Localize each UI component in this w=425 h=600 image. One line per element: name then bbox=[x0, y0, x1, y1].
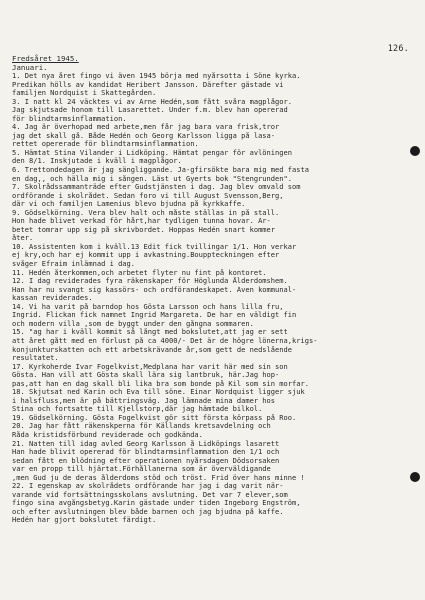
diary-line: varande vid fortsättningsskolans avslutning. Det var 7 elever,som bbox=[12, 490, 288, 499]
diary-line: ej kry,och har ej kommit upp i avkastning.Bouppteckningen efter bbox=[12, 251, 280, 260]
diary-line: svåger Efraim inlämnad i dag. bbox=[12, 260, 136, 269]
document-title: Fredsåret 1945. bbox=[12, 54, 79, 63]
diary-line: en dag,, och hälla mig i sången. Läst ut Gyerts bok "Stengrunden". bbox=[12, 174, 293, 183]
diary-line: 3. I natt kl 24 väcktes vi av Arne Hedén,som fått svåra magplågor. bbox=[12, 97, 293, 106]
diary-line: rettet opererade för blindtarmsinflammation. bbox=[12, 140, 199, 149]
diary-line: 19. Gödselkörning. Gösta Fogelkvist gör sitt första körpass på Roo. bbox=[12, 413, 297, 422]
diary-line: Ingrid. Flickan fick namnet Ingrid Margareta. De har en väldigt fin bbox=[12, 311, 297, 320]
diary-line: för blindtarmsinflammation. bbox=[12, 114, 127, 123]
diary-line: familjen Nordquist i Skattegården. bbox=[12, 89, 157, 98]
document-header bbox=[12, 54, 79, 72]
diary-line: 20. Jag har fått räkenskperna för Källands kretsavdelning och bbox=[12, 422, 271, 431]
diary-line: att året gått med en förlust på ca 4000/- Det är de högre lönerna,krigs- bbox=[12, 336, 318, 345]
diary-line: Hedén har gjort bokslutet färdigt. bbox=[12, 516, 157, 525]
diary-line: Hon hade blivet verkad för hårt,har tydligen tunna hovar. Ar- bbox=[12, 217, 271, 226]
diary-line: 10. Assistenten kom i kväll.13 Edit fick tvillingar 1/1. Hon verkar bbox=[12, 242, 297, 251]
diary-line: resultatet. bbox=[12, 354, 59, 363]
diary-line: 6. Trettondedagen är jag sängliggande. Ja-gfirsökte bara mig med fasta bbox=[12, 166, 309, 175]
diary-line: Gösta. Han vill att Gösta skall lära sig lantbruk, här.Jag hop- bbox=[12, 371, 280, 380]
diary-line: var en propp till hjärtat.Förhållanerna som är överväldigande bbox=[12, 465, 271, 474]
diary-line: 21. Natten till idag avled Georg Karlsson å Lidköpings lasarett bbox=[12, 439, 280, 448]
diary-line: Han har nu svangt sig kassörs- och ordförandeskapet. Även kommunal- bbox=[12, 285, 297, 294]
diary-line: kassan reviderades. bbox=[12, 294, 93, 303]
diary-line: Jag skjutsade honom till Lasarettet. Under f.m. blev han opererad bbox=[12, 106, 288, 115]
diary-line: 12. I dag reviderades fyra räkenskaper för Höglunda Ålderdomshem. bbox=[12, 277, 288, 286]
diary-line: fingo sina avgångsbetyg.Karin gästade under tiden Ingeborg Engström, bbox=[12, 499, 301, 508]
diary-body bbox=[12, 72, 412, 525]
diary-line: sedan fått en blödning efter operationen nyårsdagen Dödsorsaken bbox=[12, 456, 280, 465]
diary-line: betet tomrar upp sig på skrivbordet. Hoppas Hedén snart kommer bbox=[12, 225, 276, 234]
diary-line: där vi och familjen Lamenius blevo bjudna på kyrkkaffe. bbox=[12, 200, 246, 209]
diary-line: Stina och fortsatte till Kjellstorp,där jag hämtade bilkol. bbox=[12, 405, 263, 414]
diary-line: i halsfluss,men är på bättringsväg. Jag lämnade mina damer hos bbox=[12, 396, 276, 405]
diary-line: den 8/1. Inskjutade i kväll i magplågor. bbox=[12, 157, 182, 166]
diary-line: 4. Jag är överhopad med arbete,men får jag bara vara frisk,tror bbox=[12, 123, 280, 132]
diary-line: Råda kristidsförbund reviderade och godkända. bbox=[12, 430, 203, 439]
diary-line: 18. Skjutsat ned Karin och Eva till söne. Einar Nordquist ligger sjuk bbox=[12, 388, 305, 397]
diary-line: 9. Gödselkörning. Vera blev halt och måste ställas in på stall. bbox=[12, 208, 280, 217]
diary-line: och modern villa ,som de byggt under den gångna sommaren. bbox=[12, 319, 254, 328]
diary-line: 17. Kyrkoherde Ivar Fogelkvist,Medplana har varit här med sin son bbox=[12, 362, 288, 371]
page-number: 126. bbox=[387, 44, 409, 54]
month-heading: Januari. bbox=[12, 63, 48, 72]
diary-line: 5. Hämtat Stina Vilander i Lidköping. Hämtat pengar för avlöningen bbox=[12, 148, 293, 157]
diary-line: 15. "ag har i kväll kommit så långt med bokslutet,att jag er sett bbox=[12, 328, 288, 337]
diary-line: ordförande i skolrådet. Sedan foro vi till August Svensson,Berg, bbox=[12, 191, 284, 200]
diary-line: Predikan hölls av kandidat Heribert Jansson. Därefter gästade vi bbox=[12, 80, 284, 89]
diary-line: konjunkturskatten och ett arbetskrävande år,som gett de nedslående bbox=[12, 345, 293, 354]
diary-line: pas,att han en dag skall bli lika bra som bonde på Kil som sin morfar. bbox=[12, 379, 309, 388]
diary-line: 11. Hedén återkommen,och arbetet flyter nu fint på kontoret. bbox=[12, 268, 267, 277]
diary-line: 14. Vi ha varit på barndop hos Gösta Larsson och hans lilla fru, bbox=[12, 302, 284, 311]
diary-line: 22. I egenskap av skolrådets ordförande har jag i dag varit när- bbox=[12, 482, 284, 491]
diary-line: 1. Det nya året fingo vi även 1945 börja med nyårsotta i Söne kyrka. bbox=[12, 72, 301, 80]
diary-line: åter. bbox=[12, 234, 34, 243]
diary-line: ,men Gud ju de deras ålderdoms stöd och tröst. Frid över hans minne ! bbox=[12, 473, 305, 482]
diary-line: Han hade blivit opererad för blindtarmsinflammation den 1/1 och bbox=[12, 448, 280, 457]
diary-line: och efter avslutningen blev både barnen och jag bjudna på kaffe. bbox=[12, 507, 284, 516]
diary-line: jag det skall gå. Både Hedén och Georg Karlsson ligga på lasa- bbox=[12, 131, 276, 140]
diary-line: 7. Skolrådssammanträde efter Gudstjänsten i dag. Jag blev omvald som bbox=[12, 183, 301, 192]
